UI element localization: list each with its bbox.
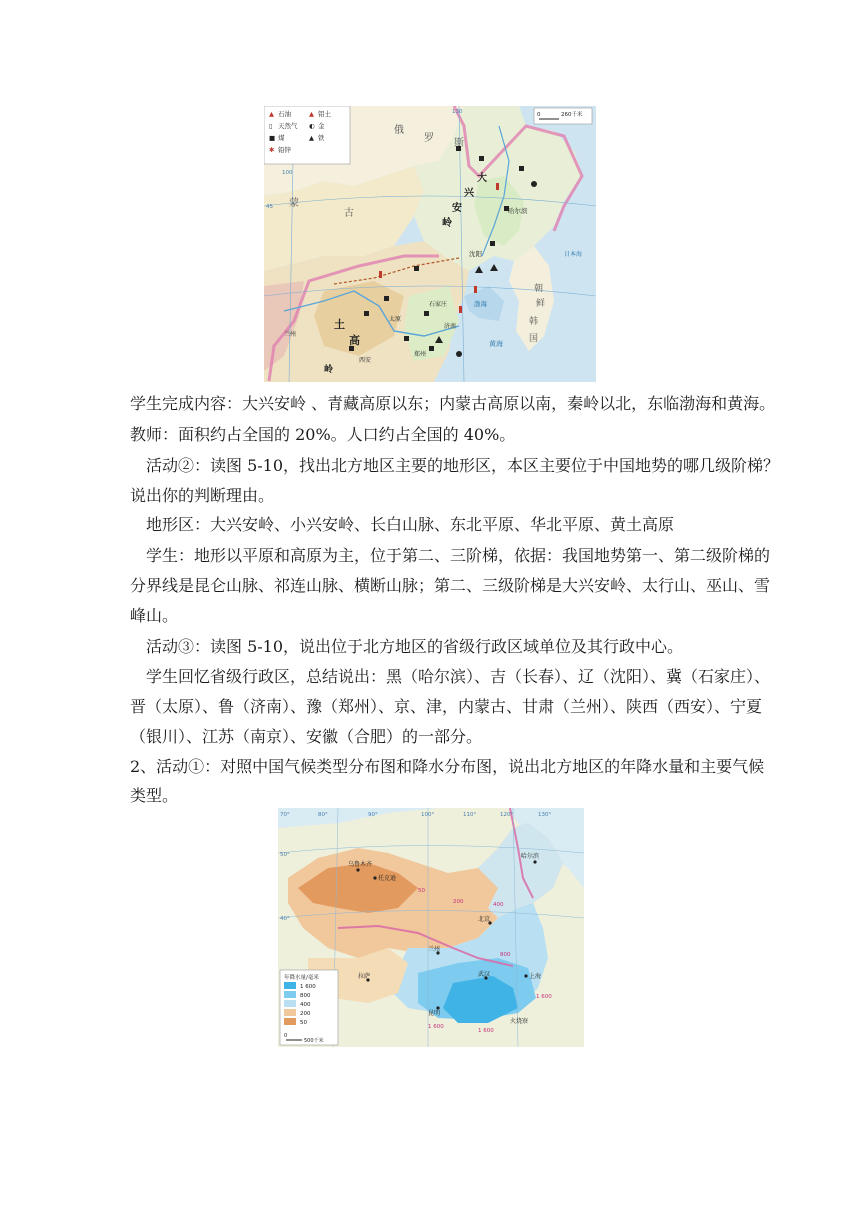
label-shijiazhuang: 石家庄 — [429, 301, 448, 308]
label-lanzhou: 兰州 — [428, 946, 441, 953]
legend-value-1: 800 — [300, 993, 311, 999]
isohyet-50: 50 — [418, 888, 425, 894]
paragraph-student-answer: 学生完成内容：大兴安岭 、青藏高原以东；内蒙古高原以南，秦岭以北，东临渤海和黄海。 — [130, 394, 776, 413]
label-lat45: 45 — [266, 204, 273, 210]
legend-label-bauxite: 铝土 — [318, 110, 331, 118]
legend-label-oil: 石油 — [278, 110, 291, 118]
label-taiyuan: 太原 — [389, 316, 402, 323]
label-kunming: 昆明 — [428, 1010, 441, 1017]
label-russia-2: 罗 — [424, 133, 434, 144]
label-lon120: 120° — [500, 812, 514, 818]
label-korea-1: 朝 — [534, 284, 544, 294]
precip-scale-text: 500千米 — [304, 1038, 324, 1044]
paragraph-activity2-question-cont: 说出你的判断理由。 — [130, 486, 275, 505]
precipitation-map-figure — [278, 808, 584, 1047]
label-lon100: 100 — [282, 170, 293, 176]
precip-legend-title: 年降水量/毫米 — [284, 975, 319, 981]
legend-value-3: 200 — [300, 1011, 311, 1017]
legend-symbol-lead-zinc: ✱ — [269, 146, 275, 154]
label-harbin: 哈尔滨 — [521, 853, 540, 860]
legend-value-0: 1 600 — [300, 984, 316, 990]
label-japan-sea: 日本海 — [564, 251, 583, 258]
legend-label-coal: 煤 — [278, 134, 285, 142]
label-bohai: 渤海 — [474, 300, 487, 308]
label-russia-1: 俄 — [394, 125, 404, 136]
legend-swatch-0 — [284, 982, 296, 989]
precip-scale-zero: 0 — [284, 1033, 288, 1039]
label-daxing-1: 大 — [477, 173, 487, 184]
label-lat40: 40° — [280, 916, 290, 922]
label-beijing: 北京 — [478, 916, 491, 923]
legend-label-iron: 铁 — [318, 134, 325, 142]
label-lhasa: 拉萨 — [358, 973, 371, 980]
legend-symbol-iron: ▲ — [309, 134, 314, 142]
legend-swatch-3 — [284, 1009, 296, 1016]
label-lon80: 80° — [318, 812, 328, 818]
label-korea-3: 韩 — [529, 317, 539, 327]
paragraph-student-landform-cont: 分界线是昆仑山脉、祁连山脉、横断山脉；第二、三级阶梯是大兴安岭、太行山、巫山、雪 — [130, 576, 771, 595]
label-qinling: 岭 — [324, 365, 334, 375]
paragraph-activity2-question: 活动②：读图 5-10，找出北方地区主要的地形区，本区主要位于中国地势的哪几级阶梯？ — [146, 456, 780, 475]
isohyet-800: 800 — [500, 952, 511, 958]
label-loess-2: 高 — [349, 334, 360, 347]
paragraph-provinces-cont: 晋（太原）、鲁（济南）、豫（郑州）、京、津，内蒙古、甘肃（兰州）、陕西（西安）、宁夏 — [130, 697, 763, 716]
label-daxing-2: 兴 — [464, 188, 474, 199]
label-lon100: 100° — [421, 812, 435, 818]
label-shanghai: 上海 — [529, 973, 542, 980]
isohyet-400: 400 — [493, 902, 504, 908]
resources-map-figure — [264, 106, 596, 382]
label-lanzhou: 兰州 — [284, 331, 297, 338]
label-korea-4: 国 — [529, 334, 539, 344]
label-urumqi: 乌鲁木齐 — [348, 861, 373, 868]
label-daxing-3: 安 — [452, 203, 462, 214]
label-tuokexun: 托克逊 — [378, 875, 397, 882]
label-huoshaoliao: 火烧寮 — [510, 1018, 529, 1025]
isohyet-200: 200 — [453, 899, 464, 905]
label-shenyang: 沈阳 — [469, 250, 482, 258]
resources-map — [264, 106, 596, 382]
paragraph-landform-regions: 地形区：大兴安岭、小兴安岭、长白山脉、东北平原、华北平原、黄土高原 — [146, 515, 675, 534]
legend-value-4: 50 — [300, 1020, 307, 1026]
paragraph-student-landform-end: 峰山。 — [130, 606, 179, 625]
legend-symbol-coal: ■ — [269, 134, 276, 142]
legend-symbol-gold: ◐ — [309, 122, 315, 130]
label-lat50: 50° — [280, 852, 290, 858]
label-mongolia-2: 古 — [344, 208, 354, 219]
paragraph-teacher: 教师：面积约占全国的 20%。人口约占全国的 40%。 — [130, 425, 516, 444]
label-jinan: 济南 — [444, 323, 457, 330]
label-loess-1: 土 — [334, 318, 345, 331]
legend-swatch-1 — [284, 991, 296, 998]
paragraph-provinces: 学生回忆省级行政区，总结说出：黑（哈尔滨）、吉（长春）、辽（沈阳）、冀（石家庄）、 — [146, 667, 771, 686]
isohyet-1600-south: 1 600 — [428, 1024, 444, 1030]
label-wuhan: 武汉 — [478, 971, 491, 978]
legend-symbol-gas: ▯ — [269, 122, 273, 130]
label-zhengzhou: 郑州 — [414, 351, 427, 358]
legend-symbol-bauxite: ▲ — [309, 110, 314, 118]
paragraph-provinces-end: （银川）、江苏（南京）、安徽（合肥）的一部分。 — [130, 727, 483, 746]
scale-zero: 0 — [537, 112, 541, 118]
paragraph-section2-activity1-cont: 类型。 — [130, 786, 179, 805]
label-lon70: 70° — [280, 812, 290, 818]
label-russia-3: 斯 — [454, 138, 464, 149]
paragraph-section2-activity1: 2、活动①：对照中国气候类型分布图和降水分布图，说出北方地区的年降水量和主要气候 — [130, 757, 765, 776]
paragraph-student-landform: 学生：地形以平原和高原为主，位于第二、三阶梯，依据：我国地势第一、第二级阶梯的 — [146, 546, 771, 565]
map-legend-box — [264, 106, 350, 164]
label-lon130: 130° — [538, 812, 552, 818]
label-lon130: 130 — [452, 109, 463, 115]
label-yellow-sea: 黄海 — [489, 340, 503, 348]
label-harbin: 哈尔滨 — [508, 207, 528, 215]
precipitation-map — [278, 808, 584, 1047]
label-lon110: 110° — [463, 812, 477, 818]
label-lon90: 90° — [368, 812, 378, 818]
legend-swatch-2 — [284, 1000, 296, 1007]
legend-value-2: 400 — [300, 1002, 311, 1008]
label-xian: 西安 — [359, 357, 372, 364]
legend-label-gold: 金 — [318, 122, 325, 130]
isohyet-1600: 1 600 — [536, 994, 552, 1000]
legend-label-lead-zinc: 铅锌 — [278, 146, 291, 154]
label-korea-2: 鲜 — [536, 299, 546, 309]
label-mongolia-1: 蒙 — [289, 198, 299, 209]
paragraph-activity3-question: 活动③：读图 5-10，说出位于北方地区的省级行政区域单位及其行政中心。 — [146, 637, 684, 656]
legend-swatch-4 — [284, 1018, 296, 1025]
label-daxing-4: 岭 — [442, 218, 452, 229]
isohyet-1600-southeast: 1 600 — [478, 1028, 494, 1034]
legend-symbol-oil: ▲ — [269, 110, 274, 118]
scale-text: 260千米 — [561, 112, 583, 118]
legend-label-gas: 天然气 — [278, 122, 298, 130]
